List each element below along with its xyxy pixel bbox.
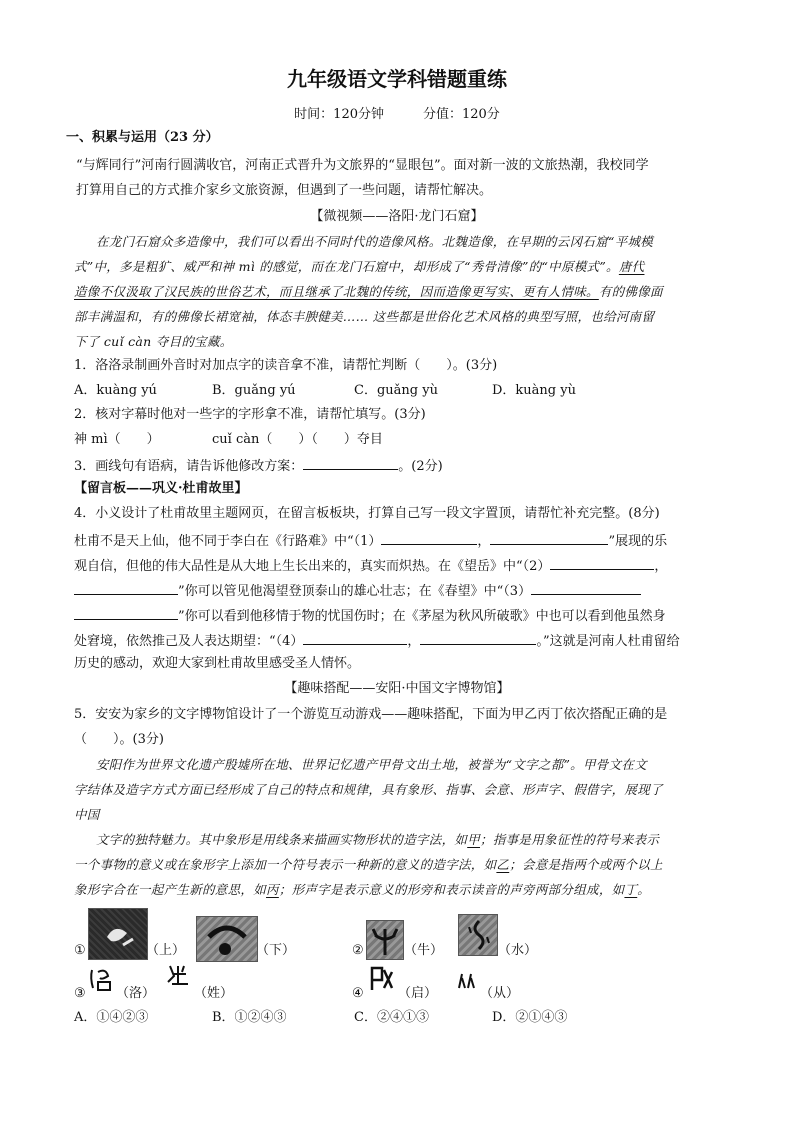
q4-text: 观自信，但他的伟大品性是从大地上生长出来的，真实而炽热。在《望岳》中“（2） bbox=[74, 559, 551, 574]
passage3-text: ；形声字是表示意义的形旁和表示读音的声旁两部分组成，如 bbox=[278, 882, 625, 897]
passage1-line-3 bbox=[74, 283, 663, 301]
passage1-text: 有的佛像面 bbox=[598, 284, 663, 299]
seal-glyph-qi bbox=[368, 964, 394, 998]
q4-blank-3b[interactable] bbox=[74, 605, 178, 620]
q2-answer-b[interactable]: cuǐ càn（ ）（ ）夺目 bbox=[212, 432, 383, 447]
seal-glyph-qi-icon bbox=[368, 964, 394, 992]
q4-line-2 bbox=[74, 555, 667, 576]
passage1-line-1: 在龙门石窟众多造像中，我们可以看出不同时代的造像风格。北魏造像，在早期的云冈石窟“平城模 bbox=[96, 234, 654, 249]
q4-text: 处窘境，依然推己及人表达期望：“（4） bbox=[74, 634, 304, 649]
question-3 bbox=[74, 455, 443, 476]
glyph-label-xing: （姓） bbox=[194, 986, 234, 1001]
q5-option-a[interactable]: A．①④②③ bbox=[74, 1010, 149, 1025]
q4-line-5 bbox=[74, 630, 680, 651]
q4-text: 。”这就是河南人杜甫留给 bbox=[536, 634, 680, 649]
q4-text: ”展现的乐 bbox=[608, 534, 668, 549]
oracle-glyph-xia-icon bbox=[197, 917, 257, 961]
q3-prompt: 3．画线句有语病，请告诉他修改方案： bbox=[74, 459, 304, 474]
q4-blank-1b[interactable] bbox=[490, 530, 608, 545]
q4-text: ”你可以看到他移情于物的忧国伤时；在《茅屋为秋风所破歌》中也可以看到他虽然身 bbox=[178, 609, 666, 624]
section-heading: 一、积累与运用（23 分） bbox=[66, 130, 219, 145]
marker-jia: 甲 bbox=[467, 832, 481, 847]
passage3-text: 象形字合在一起产生新的意思，如 bbox=[74, 882, 267, 897]
group-number-2: ② bbox=[352, 943, 364, 958]
underlined-sentence-part: 唐代 bbox=[618, 259, 645, 274]
intro-line-2: 打算用自己的方式推介家乡文旅资源，但遇到了一些问题，请帮忙解决。 bbox=[76, 183, 493, 198]
q4-line-3 bbox=[74, 580, 641, 601]
subsection-heading-3: 【趣味搭配——安阳·中国文字博物馆】 bbox=[284, 681, 510, 696]
passage2-line-3: 中国 bbox=[74, 807, 100, 822]
glyph-label-luo: （洛） bbox=[116, 986, 156, 1001]
passage3-text: ；指事是用象征性的符号来表示 bbox=[480, 832, 660, 847]
question-2: 2．核对字幕时他对一些字的字形拿不准，请帮忙填写。(3分) bbox=[74, 407, 426, 422]
group-number-1: ① bbox=[74, 943, 86, 958]
question-4: 4．小义设计了杜甫故里主题网页，在留言板板块，打算自己写一段文字置顶，请帮忙补充完整。(8分) bbox=[74, 506, 660, 521]
q4-blank-4b[interactable] bbox=[420, 630, 536, 645]
oracle-glyph-niu-icon bbox=[367, 921, 403, 959]
q4-blank-3a[interactable] bbox=[531, 580, 641, 595]
marker-ding: 丁 bbox=[624, 882, 638, 897]
oracle-glyph-niu-image bbox=[366, 920, 404, 960]
glyph-label-niu: （牛） bbox=[404, 943, 444, 958]
q3-answer-blank[interactable] bbox=[303, 455, 398, 470]
passage3-text: 一个事物的意义或在象形字上添加一个符号表示一种新的意义的造字法，如 bbox=[74, 857, 497, 872]
oracle-glyph-shui-icon bbox=[459, 915, 497, 955]
oracle-glyph-xia-image bbox=[196, 916, 258, 962]
seal-glyph-xing bbox=[166, 962, 190, 992]
passage2-line-2: 字结体及造字方式方面已经形成了自己的特点和规律，具有象形、指事、会意、形声字、假借字，展现了 bbox=[74, 782, 663, 797]
exam-meta: 时间：120分钟 分值：120分 bbox=[294, 107, 500, 122]
passage3-text: 。 bbox=[637, 882, 651, 897]
oracle-glyph-shui-image bbox=[458, 914, 498, 956]
subsection-heading-2: 【留言板——巩义·杜甫故里】 bbox=[74, 481, 248, 496]
q1-option-b[interactable]: B．guǎng yú bbox=[212, 383, 296, 398]
passage1-line-2 bbox=[74, 258, 644, 276]
glyph-label-shang: （上） bbox=[146, 943, 186, 958]
q1-option-c[interactable]: C．guǎng yù bbox=[354, 383, 438, 398]
oracle-glyph-shang-image bbox=[88, 908, 148, 960]
q1-option-a[interactable]: A．kuàng yú bbox=[74, 383, 157, 398]
oracle-glyph-shang-icon bbox=[89, 909, 147, 959]
glyph-label-shui: （水） bbox=[498, 943, 538, 958]
passage1-line-4: 部丰满温和，有的佛像长裙宽袖，体态丰腴健美…… 这些都是世俗化艺术风格的典型写照，也给河南留 bbox=[74, 309, 655, 324]
marker-bing: 丙 bbox=[266, 882, 279, 897]
q1-option-d[interactable]: D．kuàng yù bbox=[492, 383, 576, 398]
passage3-line-2 bbox=[74, 856, 663, 874]
seal-glyph-luo-icon bbox=[88, 966, 114, 992]
passage3-text: 文字的独特魅力。其中象形是用线条来描画实物形状的造字法，如 bbox=[96, 832, 468, 847]
seal-glyph-xing-icon bbox=[166, 962, 190, 986]
q4-line-6: 历史的感动，欢迎大家到杜甫故里感受圣人情怀。 bbox=[74, 656, 361, 671]
underlined-sentence: 造像不仅汲取了汉民族的世俗艺术，而且继承了北魏的传统，因而造像更写实、更有人情味。 bbox=[74, 284, 599, 299]
passage3-text: ；会意是指两个或两个以上 bbox=[509, 857, 663, 872]
q4-blank-2b[interactable] bbox=[74, 580, 178, 595]
marker-yi: 乙 bbox=[496, 857, 510, 872]
seal-glyph-cong-icon bbox=[456, 970, 478, 990]
question-5-line-2: （ ）。(3分) bbox=[74, 732, 164, 747]
group-number-3: ③ bbox=[74, 986, 86, 1001]
passage1-line-5: 下了 cuǐ càn 夺目的宝藏。 bbox=[74, 334, 233, 349]
subsection-heading-1: 【微视频——洛阳·龙门石窟】 bbox=[310, 209, 484, 224]
question-5-line-1: 5．安安为家乡的文字博物馆设计了一个游览互动游戏——趣味搭配，下面为甲乙丙丁依次搭配正确的是 bbox=[74, 707, 668, 722]
passage2-line-1: 安阳作为世界文化遗产殷墟所在地、世界记忆遗产甲骨文出土地，被誉为“文字之都”。甲骨文在文 bbox=[96, 757, 647, 772]
q4-text: ， bbox=[407, 634, 421, 649]
q4-blank-4a[interactable] bbox=[303, 630, 407, 645]
q4-line-4 bbox=[74, 605, 666, 626]
intro-line-1: “与辉同行”河南行圆满收官，河南正式晋升为文旅界的“显眼包”。面对新一波的文旅热潮，我校同学 bbox=[76, 158, 649, 173]
q5-option-b[interactable]: B．①②④③ bbox=[212, 1010, 287, 1025]
glyph-label-xia: （下） bbox=[256, 943, 296, 958]
q4-line-1 bbox=[74, 530, 667, 551]
glyph-label-qi: （启） bbox=[398, 986, 438, 1001]
q4-blank-1a[interactable] bbox=[381, 530, 477, 545]
q4-text: ”你可以管见他渴望登顶泰山的雄心壮志；在《春望》中“（3） bbox=[178, 584, 532, 599]
seal-glyph-luo bbox=[88, 966, 114, 998]
passage1-text: 式”中，多是粗犷、威严和神 mì 的感觉，而在龙门石窟中，却形成了“秀骨清像”的“中原模式”。 bbox=[74, 259, 619, 274]
q2-answer-a[interactable]: 神 mì（ ） bbox=[74, 432, 160, 447]
passage3-line-1 bbox=[96, 831, 659, 849]
q4-text: ， bbox=[654, 559, 668, 574]
page-title: 九年级语文学科错题重练 bbox=[287, 67, 507, 91]
group-number-4: ④ bbox=[352, 986, 364, 1001]
q5-option-c[interactable]: C．②④①③ bbox=[354, 1010, 429, 1025]
q4-text: ， bbox=[477, 534, 491, 549]
q3-points: 。(2分) bbox=[398, 459, 443, 474]
glyph-label-cong: （从） bbox=[480, 986, 520, 1001]
q4-blank-2a[interactable] bbox=[550, 555, 654, 570]
question-1: 1．洛洛录制画外音时对加点字的读音拿不准，请帮忙判断（ ）。(3分) bbox=[74, 358, 498, 373]
q4-text: 杜甫不是天上仙，他不同于李白在《行路难》中“（1） bbox=[74, 534, 382, 549]
seal-glyph-cong bbox=[456, 970, 478, 996]
q5-option-d[interactable]: D．②①④③ bbox=[492, 1010, 568, 1025]
passage3-line-3 bbox=[74, 881, 650, 899]
